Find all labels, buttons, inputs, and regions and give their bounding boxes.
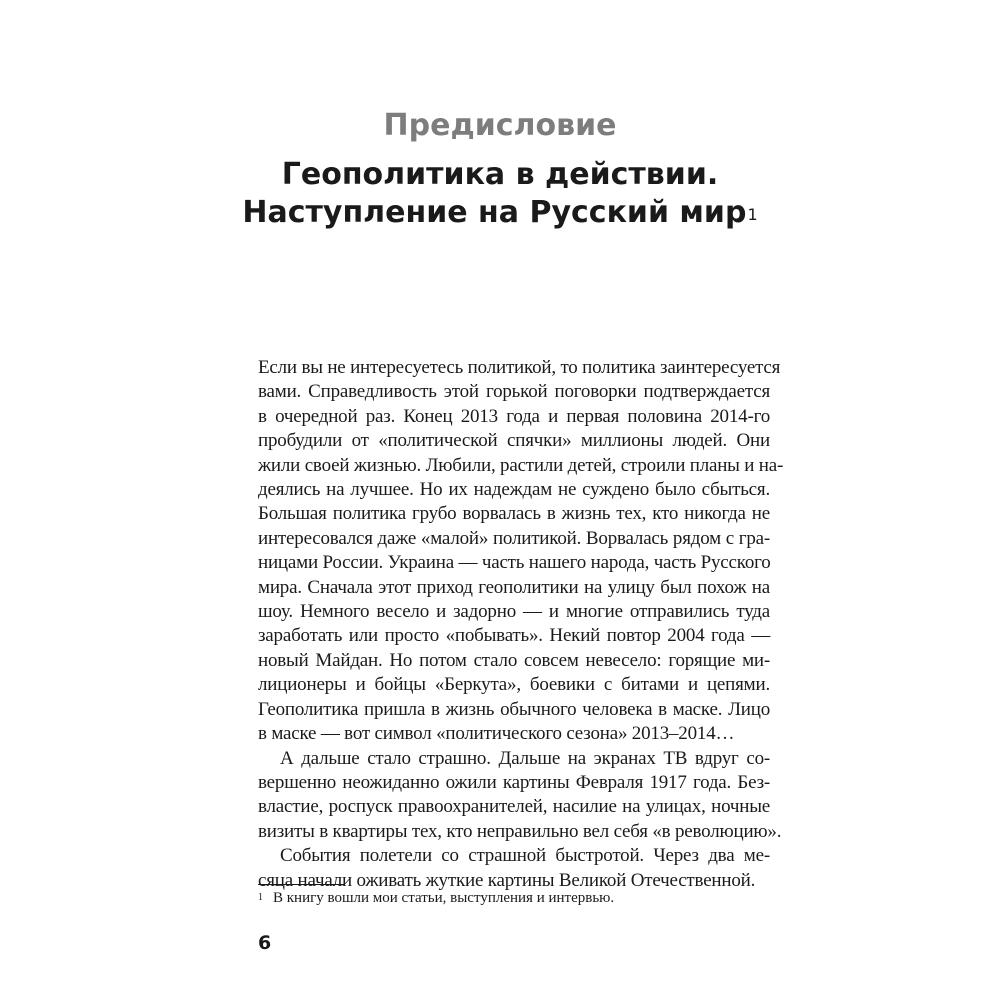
body-line: ницами России. Украина — часть нашего народа, часть Русского <box>258 552 771 574</box>
body-line: сяца начали оживать жуткие картины Великой Отечественной. <box>258 869 756 891</box>
body-line: жили своей жизнью. Любили, растили детей, строили планы и на- <box>258 454 784 476</box>
title-footnote-mark: 1 <box>747 205 758 224</box>
title-line-1: Геополитика в действии. <box>281 157 719 192</box>
chapter-title <box>0 156 1000 232</box>
section-kicker: Предисловие <box>383 108 617 143</box>
body-text <box>258 356 784 893</box>
body-line: деялись на лучшее. Но их надеждам не суждено было сбыться. <box>258 479 770 501</box>
body-line: заработать или просто «побывать». Некий повтор 2004 года — <box>258 625 770 647</box>
title-line-2 <box>0 194 1000 232</box>
body-line: События полетели со страшной быстротой. Через два ме- <box>280 845 770 867</box>
footnote-mark: 1 <box>258 892 263 903</box>
body-line: Геополитика пришла в жизнь обычного человека в маске. Лицо <box>258 698 770 720</box>
body-line: властие, роспуск правоохранителей, насилие на улицах, ночные <box>258 796 770 818</box>
body-line: интересовался даже «малой» политикой. Ворвалась рядом с гра- <box>258 527 770 549</box>
footnote-text: В книгу вошли мои статьи, выступления и интервью. <box>273 890 615 906</box>
body-line: А дальше стало страшно. Дальше на экранах ТВ вдруг со- <box>280 747 770 769</box>
body-line: лиционеры и бойцы «Беркута», боевики с битами и цепями. <box>258 674 770 696</box>
body-line: в очередной раз. Конец 2013 года и первая половина 2014-го <box>258 405 770 427</box>
body-line: визиты в квартиры тех, кто неправильно вел себя «в революцию». <box>258 820 782 842</box>
body-line: вершенно неожиданно ожили картины Февраля 1917 года. Без- <box>258 771 770 793</box>
body-line: пробудили от «политической спячки» миллионы людей. Они <box>258 430 770 452</box>
body-line: шоу. Немного весело и задорно — и многие отправились туда <box>258 601 770 623</box>
footnote-divider <box>258 884 344 885</box>
body-line: в маске — вот символ «политического сезона» 2013–2014… <box>258 723 735 745</box>
footnote <box>258 888 614 908</box>
body-line: новый Майдан. Но потом стало совсем невесело: горящие ми- <box>258 649 770 671</box>
title-line-2-text: Наступление на Русский мир <box>242 195 747 230</box>
page-number: 6 <box>258 932 272 954</box>
body-line: Большая политика грубо ворвалась в жизнь тех, кто никогда не <box>258 503 770 525</box>
body-line: Если вы не интересуетесь политикой, то политика заинтересуется <box>258 357 781 378</box>
body-line: мира. Сначала этот приход геополитики на улицу был похож на <box>258 576 770 598</box>
body-line: вами. Справедливость этой горькой поговорки подтверждается <box>258 381 770 403</box>
